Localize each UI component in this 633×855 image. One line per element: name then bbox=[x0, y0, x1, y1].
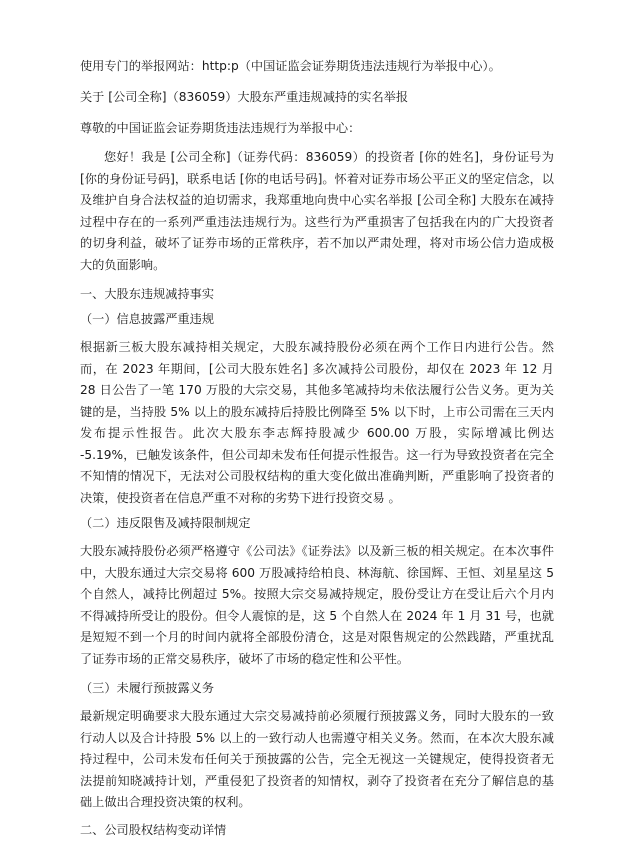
subject-line: 关于 [公司全称]（836059）大股东严重违规减持的实名举报 bbox=[80, 90, 409, 104]
section-1-title: 一、大股东违规减持事实 bbox=[80, 287, 215, 301]
subsection-1-3-body: 最新规定明确要求大股东通过大宗交易减持前必须履行预披露义务，同时大股东的一致行动人以及合计持股 5% 以上的一致行动人也需遵守相关义务。然而，在本次大股东减持过程中，公司未发布任何关于预披露的公告，完全无视这一关键规定，使得投资者无法提前知晓减持计划，严重侵犯了投资者的知情权，剥夺了投资者在充分了解信息的基础上做出合理投资决策的权利。 bbox=[80, 709, 554, 809]
subsection-1-1-body: 根据新三板大股东减持相关规定，大股东减持股份必须在两个工作日内进行公告。然而，在 2023 年期间，[公司大股东姓名] 多次减持公司股份，却仅在 2023 年 12 月 28 日公告了一笔 170 万股的大宗交易，其他多笔减持均未依法履行公告义务。更为关键的是，当持股 5% 以上的股东减持后持股比例降至 5% 以下时，上市公司需在三天内发布提示性报告。此次大股东李志辉持股减少 600.00 万股，实际增减比例达 -5.19%，已触发该条件，但公司却未发布任何提示性报告。这一行为导致投资者在完全不知情的情况下，无法对公司股权结构的重大变化做出准确判断，严重影响了投资者的决策，使投资者在信息严重不对称的劣势下进行投资交易 。 bbox=[80, 340, 554, 505]
report-site-line: 使用专门的举报网站：http:p（中国证监会证券期货违法违规行为举报中心）。 bbox=[80, 59, 501, 73]
subsection-1-2-body: 大股东减持股份必须严格遵守《公司法》《证券法》以及新三板的相关规定。在本次事件中，大股东通过大宗交易将 600 万股减持给柏良、林海航、徐国辉、王恒、刘星星这 5 个自然人，减持比例超过 5%。按照大宗交易减持规定，股份受让方在受让后六个月内不得减持所受让的股份。但令人震惊的是，这 5 个自然人在 2024 年 1 月 31 号，也就是短短不到一个月的时间内就将全部股份清仓，这是对限售规定的公然践踏，严重扰乱了证券市场的正常交易秩序，破坏了市场的稳定性和公平性。 bbox=[80, 544, 554, 666]
salutation: 尊敬的中国证监会证券期货违法违规行为举报中心： bbox=[80, 121, 361, 135]
subsection-1-1-title: （一）信息披露严重违规 bbox=[80, 312, 215, 326]
subsection-1-3-title: （三）未履行预披露义务 bbox=[80, 681, 215, 695]
subsection-1-2-title: （二）违反限售及减持限制规定 bbox=[80, 516, 251, 530]
intro-paragraph: 您好！我是 [公司全称]（证券代码：836059）的投资者 [你的姓名]，身份证号为 [你的身份证号码]，联系电话 [你的电话号码]。怀着对证券市场公平正义的坚定信念，以及维护自身合法权益的迫切需求，我郑重地向贵中心实名举报 [公司全称] 大股东在减持过程中存在的一系列严重违法违规行为。这些行为严重损害了包括我在内的广大投资者的切身利益，破坏了证券市场的正常秩序，若不加以严肃处理，将对市场公信力造成极大的负面影响。 bbox=[80, 150, 554, 272]
section-2-title: 二、公司股权结构变动详情 bbox=[80, 823, 227, 837]
